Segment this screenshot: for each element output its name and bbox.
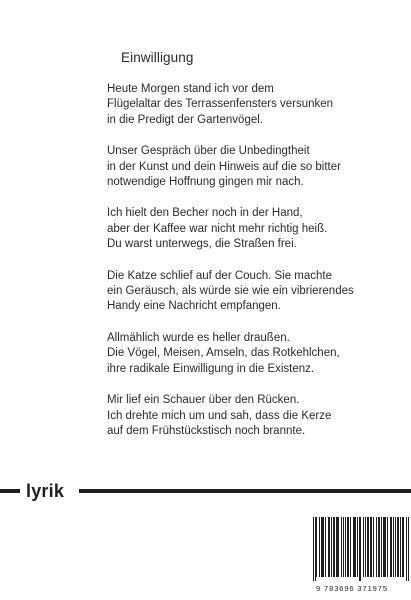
poem-line: Die Vögel, Meisen, Amseln, das Rotkehlchen,: [107, 347, 340, 360]
barcode-bar: [336, 517, 337, 577]
poem-line: Mir lief ein Schauer über den Rücken.: [107, 394, 300, 407]
barcode-bar: [367, 517, 368, 577]
barcode-bar: [390, 517, 391, 577]
stanza: [107, 144, 403, 190]
series-rule-right: [79, 489, 411, 493]
barcode-bar: [354, 517, 355, 577]
barcode-bar: [368, 517, 369, 577]
barcode-bar: [328, 517, 329, 577]
barcode-bar: [398, 517, 399, 577]
barcode-bar: [400, 517, 401, 577]
barcode-bar: [395, 517, 396, 577]
barcode-bar: [353, 517, 354, 577]
barcode-bar: [341, 517, 342, 577]
stanza: [107, 331, 403, 377]
poem-line: Flügelaltar des Terrassenfensters versunken: [107, 98, 334, 111]
stanza: [107, 269, 403, 315]
barcode-bar: [325, 517, 326, 577]
poem-line: Ich hielt den Becher noch in der Hand,: [107, 207, 303, 220]
poem-line: Die Katze schlief auf der Couch. Sie machte: [107, 269, 333, 282]
barcode-digits: 9 783696 371975: [316, 584, 388, 593]
poem-line: notwendige Hoffnung gingen mir nach.: [107, 176, 304, 189]
barcode-bar: [379, 517, 380, 577]
barcode-bar: [403, 517, 404, 577]
barcode-bar: [347, 517, 348, 577]
barcode-bar: [370, 517, 371, 577]
barcode-bar: [360, 517, 361, 581]
barcode-bar: [373, 517, 374, 577]
barcode-bar: [321, 517, 322, 577]
poem-line: aber der Kaffee war nicht mehr richtig heiß.: [107, 222, 328, 235]
poem-line: ihre radikale Einwilligung in die Existenz.: [107, 362, 315, 375]
poem-line: Ich drehte mich um und sah, dass die Kerze: [107, 409, 332, 422]
stanza: [107, 393, 403, 439]
barcode-bar: [350, 517, 351, 577]
barcode-bar: [385, 517, 386, 577]
barcode-bar: [408, 517, 409, 581]
barcode-bar: [357, 517, 358, 577]
barcode-bar: [329, 517, 330, 577]
barcode-bar: [365, 517, 366, 577]
barcode-bars: [312, 517, 410, 583]
poem-line: Heute Morgen stand ich vor dem: [107, 83, 274, 95]
barcode: [309, 514, 411, 600]
barcode-bar: [323, 517, 324, 577]
barcode-bar: [383, 517, 384, 577]
barcode-bar: [406, 517, 407, 581]
barcode-bar: [337, 517, 338, 577]
barcode-bar: [402, 517, 403, 577]
barcode-bar: [316, 517, 317, 577]
stanza: [107, 206, 403, 252]
barcode-bar: [381, 517, 382, 577]
poem-body: [107, 82, 403, 455]
barcode-bar: [315, 517, 316, 581]
barcode-bar: [348, 517, 349, 577]
barcode-bar: [355, 517, 356, 577]
barcode-bar: [371, 517, 372, 577]
barcode-bar: [331, 517, 332, 577]
poem-line: Allmählich wurde es heller draußen.: [107, 331, 290, 344]
barcode-bar: [397, 517, 398, 577]
poem-line: Handy eine Nachricht empfangen.: [107, 300, 281, 313]
barcode-bar: [334, 517, 335, 577]
barcode-bar: [363, 517, 364, 577]
series-label: lyrik: [26, 481, 65, 501]
barcode-bar: [322, 517, 323, 577]
barcode-bar: [359, 517, 360, 581]
barcode-bar: [384, 517, 385, 577]
barcode-bar: [338, 517, 339, 577]
barcode-bar: [376, 517, 377, 577]
series-rule-left: [0, 489, 20, 493]
barcode-bar: [319, 517, 320, 577]
barcode-bar: [393, 517, 394, 577]
poem-title: Einwilligung: [121, 50, 194, 65]
barcode-bar: [387, 517, 388, 577]
poem-line: ein Geräusch, als würde sie wie ein vibrierendes: [107, 285, 354, 298]
stanza: [107, 82, 403, 128]
poem-line: Unser Gespräch über die Unbedingtheit: [107, 145, 310, 158]
barcode-bar: [378, 517, 379, 577]
barcode-bar: [345, 517, 346, 577]
poem-line: auf dem Frühstückstisch noch brannte.: [107, 424, 306, 437]
barcode-bar: [343, 517, 344, 577]
series-bar: [0, 481, 411, 503]
poem-line: Du warst unterwegs, die Straßen frei.: [107, 238, 297, 251]
barcode-bar: [391, 517, 392, 577]
poem-line: in der Kunst und dein Hinweis auf die so bitter: [107, 160, 341, 173]
barcode-bar: [333, 517, 334, 577]
poem-line: in die Predigt der Gartenvögel.: [107, 113, 263, 126]
barcode-bar: [313, 517, 314, 581]
